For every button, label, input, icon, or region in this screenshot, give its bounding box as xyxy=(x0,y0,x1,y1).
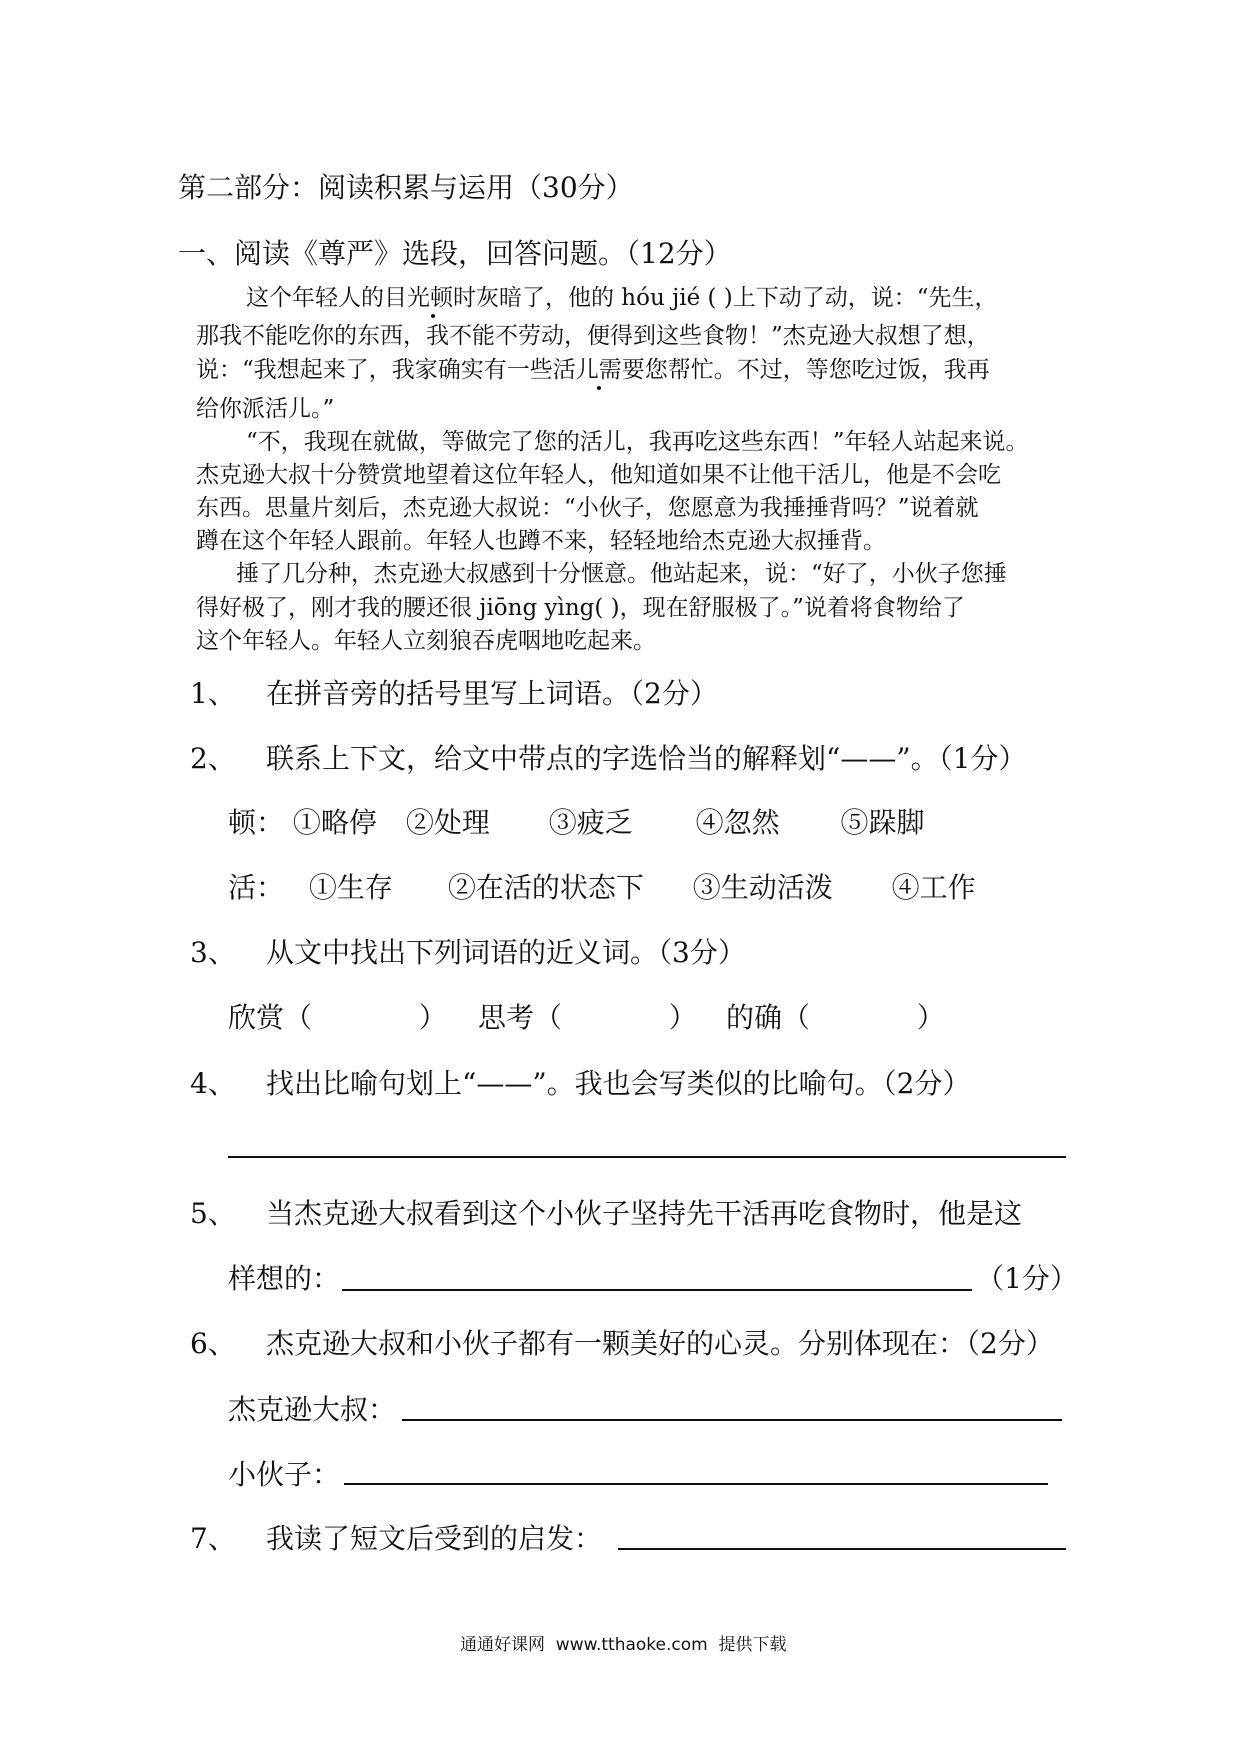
question-number: 5、 xyxy=(190,1197,236,1230)
passage-line: 那我不能吃你的东西，我不能不劳动，便得到这些食物！”杰克逊大叔想了想， xyxy=(196,323,990,349)
q6-label-b: 小伙子： xyxy=(228,1458,341,1491)
option-label: 顿： xyxy=(228,806,285,839)
passage-line: 这个年轻人的目光顿时灰暗了，他的 hóu jié ( )上下动了动，说：“先生， xyxy=(246,285,998,311)
q5-points: （1分） xyxy=(976,1262,1078,1295)
options-dun xyxy=(228,801,925,841)
passage-line: 杰克逊大叔十分赞赏地望着这位年轻人，他知道如果不让他干活儿，他是不会吃 xyxy=(196,462,1001,488)
question-text: 在拼音旁的括号里写上词语。（2分） xyxy=(266,677,718,710)
question-text: 从文中找出下列词语的近义词。（3分） xyxy=(266,936,746,969)
question-text: 当杰克逊大叔看到这个小伙子坚持先干活再吃食物时，他是这 xyxy=(266,1197,1023,1230)
passage-line: 蹲在这个年轻人跟前。年轻人也蹲不来，轻轻地给杰克逊大叔捶背。 xyxy=(196,528,886,554)
passage-line: 得好极了，刚才我的腰还很 jiōng yìng( )，现在舒服极了。”说着将食物给了 xyxy=(196,595,965,621)
question-number: 4、 xyxy=(190,1067,236,1100)
footer-credit: 通通好课网 www.tthaoke.com 提供下载 xyxy=(460,1635,787,1655)
option-label: 活： xyxy=(228,871,285,904)
part1-heading: 一、阅读《尊严》选段，回答问题。（12分） xyxy=(178,237,732,270)
answer-line[interactable] xyxy=(344,1483,1048,1485)
question-number: 3、 xyxy=(190,936,236,969)
answer-line[interactable] xyxy=(342,1289,972,1291)
answer-line[interactable] xyxy=(228,1156,1066,1158)
question-2 xyxy=(190,737,1026,777)
option[interactable]: ③生动活泼 xyxy=(692,871,833,904)
q6-label-a: 杰克逊大叔： xyxy=(228,1393,397,1426)
option[interactable]: ④工作 xyxy=(891,871,976,904)
question-number: 2、 xyxy=(190,742,236,775)
option[interactable]: ①生存 xyxy=(308,871,393,904)
section-title: 第二部分：阅读积累与运用（30分） xyxy=(178,171,634,204)
option[interactable]: ①略停 xyxy=(292,806,377,839)
question-text: 杰克逊大叔和小伙子都有一颗美好的心灵。分别体现在：（2分） xyxy=(266,1327,1054,1360)
question-text: 我读了短文后受到的启发： xyxy=(266,1522,603,1555)
passage-line: 这个年轻人。年轻人立刻狼吞虎咽地吃起来。 xyxy=(196,628,656,654)
emphasis-dot xyxy=(431,314,435,318)
question-5 xyxy=(190,1192,1022,1232)
emphasis-dot xyxy=(597,386,601,390)
answer-line[interactable] xyxy=(618,1548,1066,1550)
q5-line2-label: 样想的： xyxy=(228,1262,341,1295)
question-number: 6、 xyxy=(190,1327,236,1360)
options-huo xyxy=(228,866,976,906)
question-7 xyxy=(190,1517,602,1557)
question-number: 1、 xyxy=(190,677,236,710)
passage-line: 东西。思量片刻后，杰克逊大叔说：“小伙子，您愿意为我捶捶背吗？”说着就 xyxy=(196,495,979,521)
synonym-word[interactable]: 思考（ ） xyxy=(478,1001,697,1034)
passage-line: 给你派活儿。” xyxy=(196,396,335,422)
option[interactable]: ③疲乏 xyxy=(548,806,633,839)
question-1 xyxy=(190,672,718,712)
option[interactable]: ②在活的状态下 xyxy=(447,871,644,904)
option[interactable]: ⑤跺脚 xyxy=(840,806,925,839)
question-3 xyxy=(190,931,746,971)
question-text: 联系上下文，给文中带点的字选恰当的解释划“——”。（1分） xyxy=(266,742,1027,775)
answer-line[interactable] xyxy=(402,1419,1062,1421)
synonym-word[interactable]: 的确（ ） xyxy=(726,1001,945,1034)
passage-line: “不，我现在就做，等做完了您的活儿，我再吃这些东西！”年轻人站起来说。 xyxy=(246,429,1029,455)
question-text: 找出比喻句划上“——”。我也会写类似的比喻句。（2分） xyxy=(266,1067,971,1100)
question-6 xyxy=(190,1322,1054,1362)
option[interactable]: ②处理 xyxy=(405,806,490,839)
passage-line: 说：“我想起来了，我家确实有一些活儿需要您帮忙。不过，等您吃过饭，我再 xyxy=(196,357,990,383)
synonym-word[interactable]: 欣赏（ ） xyxy=(228,1001,447,1034)
option[interactable]: ④忽然 xyxy=(695,806,780,839)
question-number: 7、 xyxy=(190,1522,236,1555)
question-4 xyxy=(190,1062,970,1102)
passage-line: 捶了几分种，杰克逊大叔感到十分惬意。他站起来，说：“好了，小伙子您捶 xyxy=(236,561,1007,587)
